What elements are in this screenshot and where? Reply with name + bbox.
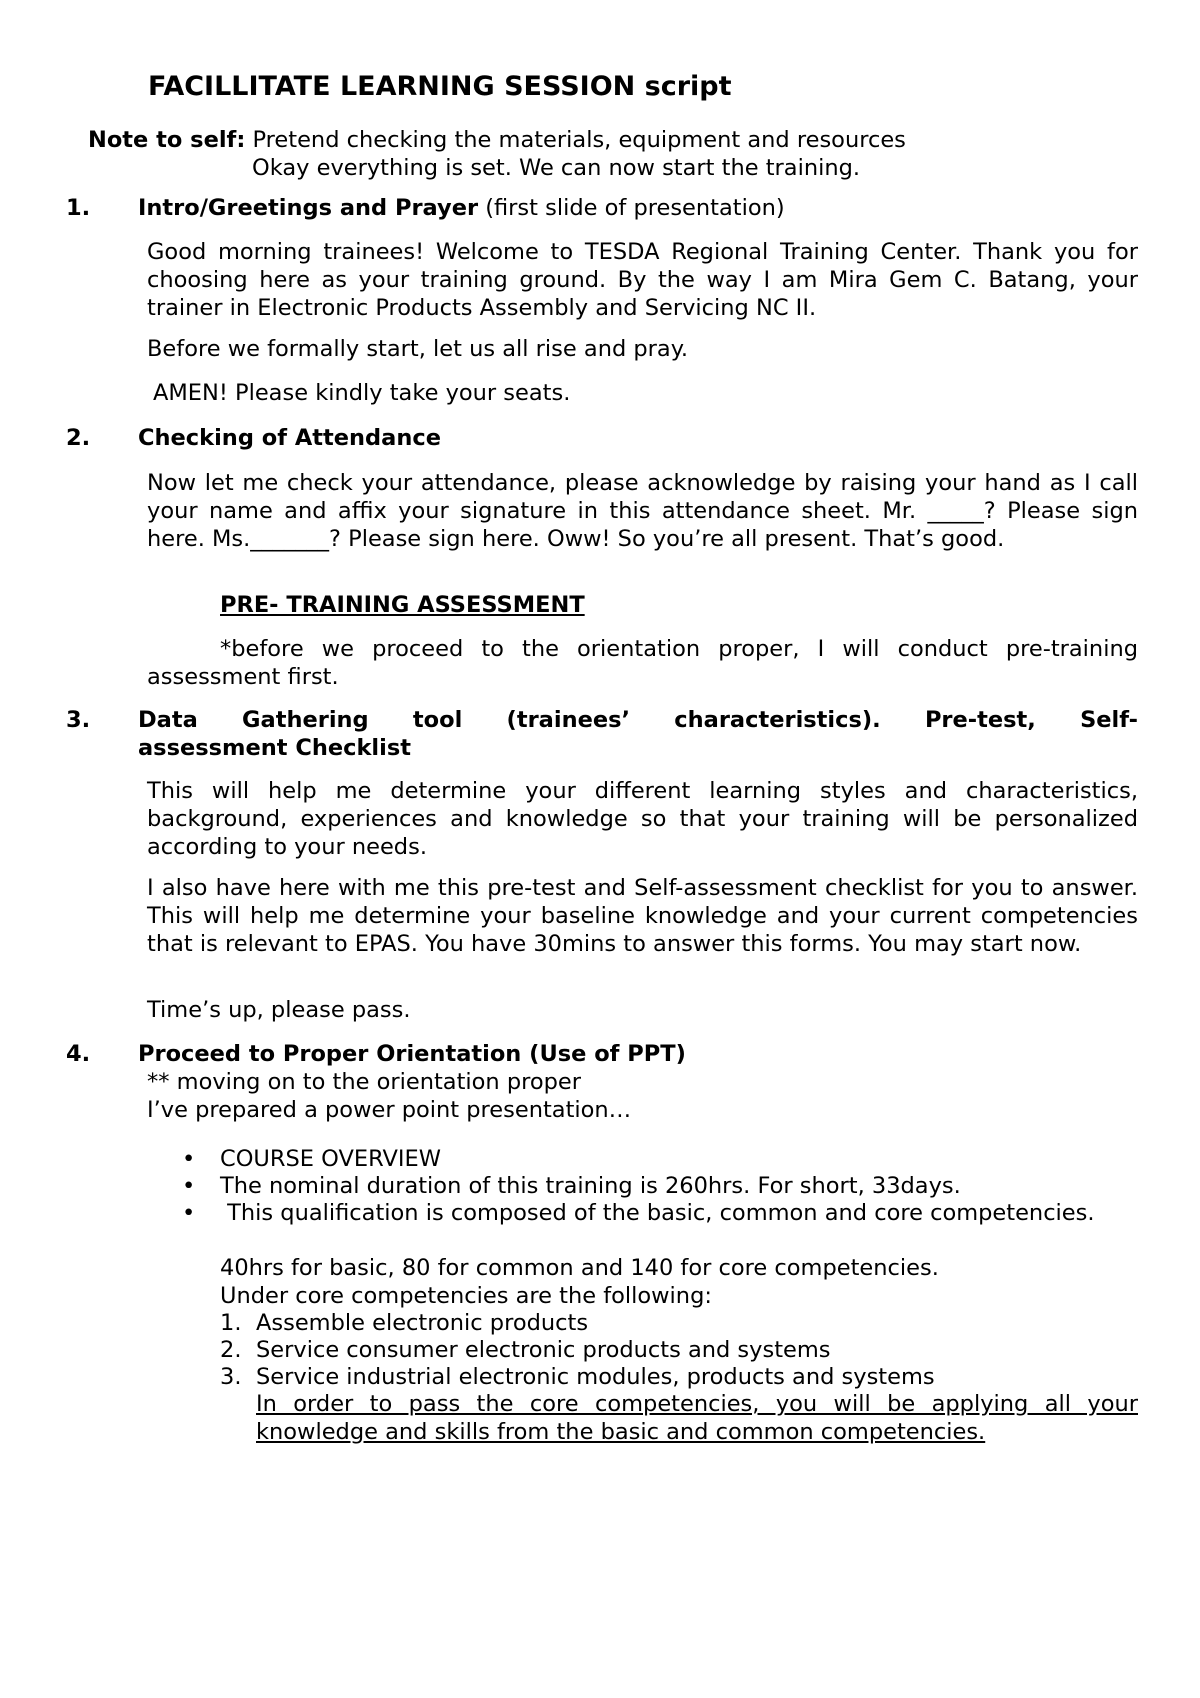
note-line-2: Okay everything is set. We can now start the training. (252, 155, 861, 181)
orientation-line-2: I’ve prepared a power point presentation… (147, 1097, 632, 1123)
core-competencies-intro: Under core competencies are the following: (220, 1283, 712, 1309)
core-competency-3: Service industrial electronic modules, products and systems (256, 1364, 935, 1390)
core-competency-number-3: 3. (220, 1364, 242, 1390)
bullet-course-overview: COURSE OVERVIEW (220, 1146, 441, 1172)
note-text-1: Pretend checking the materials, equipment and resources (252, 127, 906, 153)
paragraph-welcome: Good morning trainees! Welcome to TESDA Regional Training Center. Thank you for choosing here as your training ground. By the way I am Mira Gem C. Batang, your trainer in Electronic Products Assembly and Servicing NC II. (147, 239, 1138, 321)
section-heading-1 (138, 194, 1138, 222)
core-competency-2: Service consumer electronic products and systems (256, 1337, 831, 1363)
note-label: Note to self: (88, 127, 246, 153)
competency-hours-line: 40hrs for basic, 80 for common and 140 for core competencies. (220, 1255, 939, 1281)
paragraph-prayer: Before we formally start, let us all rise and pray. (147, 336, 688, 362)
paragraph-learning-styles: This will help me determine your different learning styles and characteristics, background, experiences and knowledge so that your training will be personalized according to your needs. (147, 778, 1138, 860)
core-competency-number-2: 2. (220, 1337, 242, 1363)
section-number-1: 1. (66, 195, 91, 221)
bullet-icon: • (182, 1200, 196, 1226)
paragraph-amen: AMEN! Please kindly take your seats. (153, 380, 571, 406)
section-number-4: 4. (66, 1041, 91, 1067)
paragraph-attendance: Now let me check your attendance, please acknowledge by raising your hand as I call your name and affix your signature in this attendance sheet. Mr. _____? Please sign here. Ms._______? Please sign here. Oww! So you’re all present. That’s good. (147, 470, 1138, 552)
document-title: FACILLITATE LEARNING SESSION script (148, 71, 732, 102)
section-number-3: 3. (66, 707, 91, 733)
bullet-icon: • (182, 1173, 196, 1199)
paragraph-pre-training: *before we proceed to the orientation proper, I will conduct pre-training assessment first. (147, 636, 1138, 690)
bullet-qualification: This qualification is composed of the basic, common and core competencies. (220, 1200, 1095, 1226)
orientation-line-1: ** moving on to the orientation proper (147, 1069, 582, 1095)
section-heading-1-text: Intro/Greetings and Prayer (138, 195, 479, 221)
pre-training-assessment-heading: PRE- TRAINING ASSESSMENT (220, 592, 585, 618)
section-heading-1-suffix: (first slide of presentation) (485, 195, 785, 221)
note-line-1 (88, 126, 906, 154)
section-heading-2: Checking of Attendance (138, 425, 441, 451)
paragraph-times-up: Time’s up, please pass. (147, 997, 411, 1023)
paragraph-pre-test: I also have here with me this pre-test and Self-assessment checklist for you to answer. This will help me determine your baseline knowledge and your current competencies that is relevant to EPAS. You have 30mins to answer this forms. You may start now. (147, 875, 1138, 957)
core-competency-number-1: 1. (220, 1310, 242, 1336)
core-competency-1: Assemble electronic products (256, 1310, 589, 1336)
bullet-duration: The nominal duration of this training is 260hrs. For short, 33days. (220, 1173, 961, 1199)
bullet-icon: • (182, 1146, 196, 1172)
section-heading-4: Proceed to Proper Orientation (Use of PPT) (138, 1041, 686, 1067)
section-number-2: 2. (66, 425, 91, 451)
closing-note: In order to pass the core competencies, you will be applying all your knowledge and skills from the basic and common competencies. (256, 1391, 1138, 1445)
section-heading-3-line-1: Data Gathering tool (trainees’ characteristics). Pre-test, Self- (138, 707, 1138, 733)
section-heading-3-line-2: assessment Checklist (138, 735, 411, 761)
